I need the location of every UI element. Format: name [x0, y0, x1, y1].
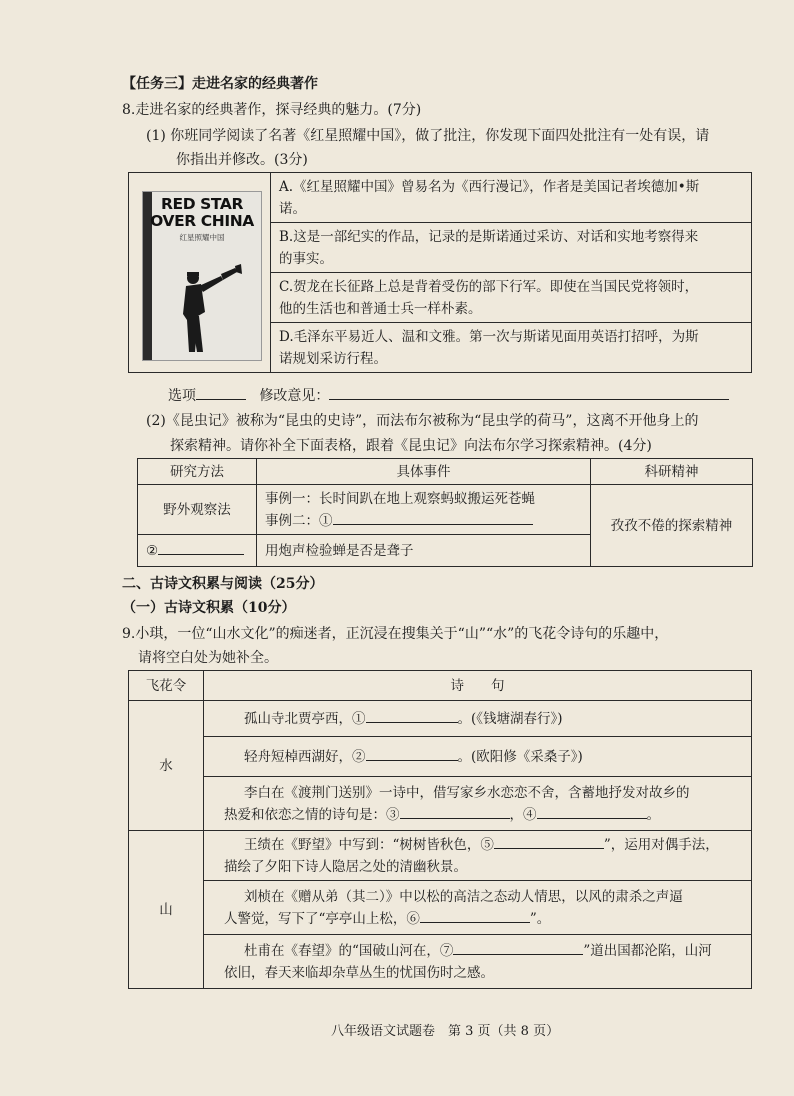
insect-table — [137, 458, 753, 567]
q8-sub1-line2: 你指出并修改。(3分) — [176, 152, 308, 168]
event-cicada: 用炮声检验蝉是否是聋子 — [257, 535, 591, 567]
col-feihualing-header: 飞花令 — [129, 671, 204, 701]
q8-stem: 8.走进名家的经典著作，探寻经典的魅力。(7分) — [122, 102, 422, 118]
blank-w1[interactable] — [366, 708, 458, 723]
option-c: C.贺龙在长征路上总是背着受伤的部下行军。即使在当国民党将领时， 他的生活也和普通士兵一样朴素。 — [271, 273, 752, 323]
blank-2[interactable] — [158, 540, 244, 555]
task-header: 【任务三】走进名家的经典著作 — [122, 76, 318, 92]
spirit-cell: 孜孜不倦的探索精神 — [591, 485, 753, 567]
blank-w3[interactable] — [400, 804, 510, 819]
flying-flower-table — [128, 670, 752, 989]
blank-m7[interactable] — [453, 940, 583, 955]
verse-m1: 王绩在《野望》中写到：“树树皆秋色，⑤ ”，运用对偶手法， 描绘了夕阳下诗人隐居之处的清幽秋景。 — [204, 831, 752, 881]
q8-sub2-line1: (2)《昆虫记》被称为“昆虫的史诗”，而法布尔被称为“昆虫学的荷马”，这离不开他身上的 — [146, 413, 699, 429]
q9-line1: 9.小琪，一位“山水文化”的痴迷者，正沉浸在搜集关于“山”“水”的飞花令诗句的乐趣中， — [122, 626, 669, 642]
q8-sub1-line1: (1) 你班同学阅读了名著《红星照耀中国》，做了批注，你发现下面四处批注有一处有误，请 — [146, 128, 710, 144]
blank-1[interactable] — [333, 510, 533, 525]
method-2-cell: ② — [138, 535, 257, 567]
verse-w2: 轻舟短棹西湖好，② 。(欧阳修《采桑子》) — [204, 737, 752, 777]
blank-w2[interactable] — [366, 746, 458, 761]
bugler-figure-icon — [143, 192, 261, 360]
method-field-observation: 野外观察法 — [138, 485, 257, 535]
advice-blank[interactable] — [329, 385, 729, 400]
mountain-label: 山 — [129, 831, 204, 989]
book-subtitle: 红星照耀中国 — [179, 233, 225, 242]
water-label: 水 — [129, 701, 204, 831]
verse-m3: 杜甫在《春望》的“国破山河在，⑦ ”道出国都沦陷，山河 依旧，春天来临却杂草丛生的忧国伤时之感。 — [204, 935, 752, 989]
book-title: RED STAR OVER CHINA — [150, 195, 254, 230]
page-footer: 八年级语文试题卷 第 3 页（共 8 页） — [331, 1024, 560, 1039]
blank-m5[interactable] — [494, 834, 604, 849]
option-b: B.这是一部纪实的作品，记录的是斯诺通过采访、对话和实地考察得来 的事实。 — [271, 223, 752, 273]
option-a: A.《红星照耀中国》曾易名为《西行漫记》，作者是美国记者埃德加•斯 诺。 — [271, 173, 752, 223]
q9-line2: 请将空白处为她补全。 — [138, 650, 278, 666]
verse-w1: 孤山寺北贾亭西，① 。(《钱塘湖春行》) — [204, 701, 752, 737]
col-method-header: 研究方法 — [138, 459, 257, 485]
verse-w3: 李白在《渡荆门送别》一诗中，借写家乡水恋恋不舍，含蓄地抒发对故乡的 热爱和依恋之情的诗句是：③ ，④ 。 — [204, 777, 752, 831]
option-blank[interactable] — [196, 385, 246, 400]
answer-line: 选项 修改意见： — [168, 385, 729, 406]
events-cell: 事例一：长时间趴在地上观察蚂蚁搬运死苍蝇 事例二：① — [257, 485, 591, 535]
verse-m2: 刘桢在《赠从弟（其二）》中以松的高洁之态动人情思，以风的肃杀之声逼 人警觉，写下了“亭亭山上松，⑥ ”。 — [204, 881, 752, 935]
q8-sub2-line2: 探索精神。请你补全下面表格，跟着《昆虫记》向法布尔学习探索精神。(4分) — [170, 438, 652, 454]
section2-part1: （一）古诗文积累（10分） — [122, 600, 296, 616]
col-event-header: 具体事件 — [257, 459, 591, 485]
col-spirit-header: 科研精神 — [591, 459, 753, 485]
option-d: D.毛泽东平易近人、温和文雅。第一次与斯诺见面用英语打招呼，为斯 诺规划采访行程。 — [271, 323, 752, 373]
section2-title: 二、古诗文积累与阅读（25分） — [122, 576, 324, 592]
col-verse-header: 诗 句 — [204, 671, 752, 701]
blank-w4[interactable] — [537, 804, 647, 819]
blank-m6[interactable] — [420, 908, 530, 923]
book-cover-image — [142, 191, 262, 361]
